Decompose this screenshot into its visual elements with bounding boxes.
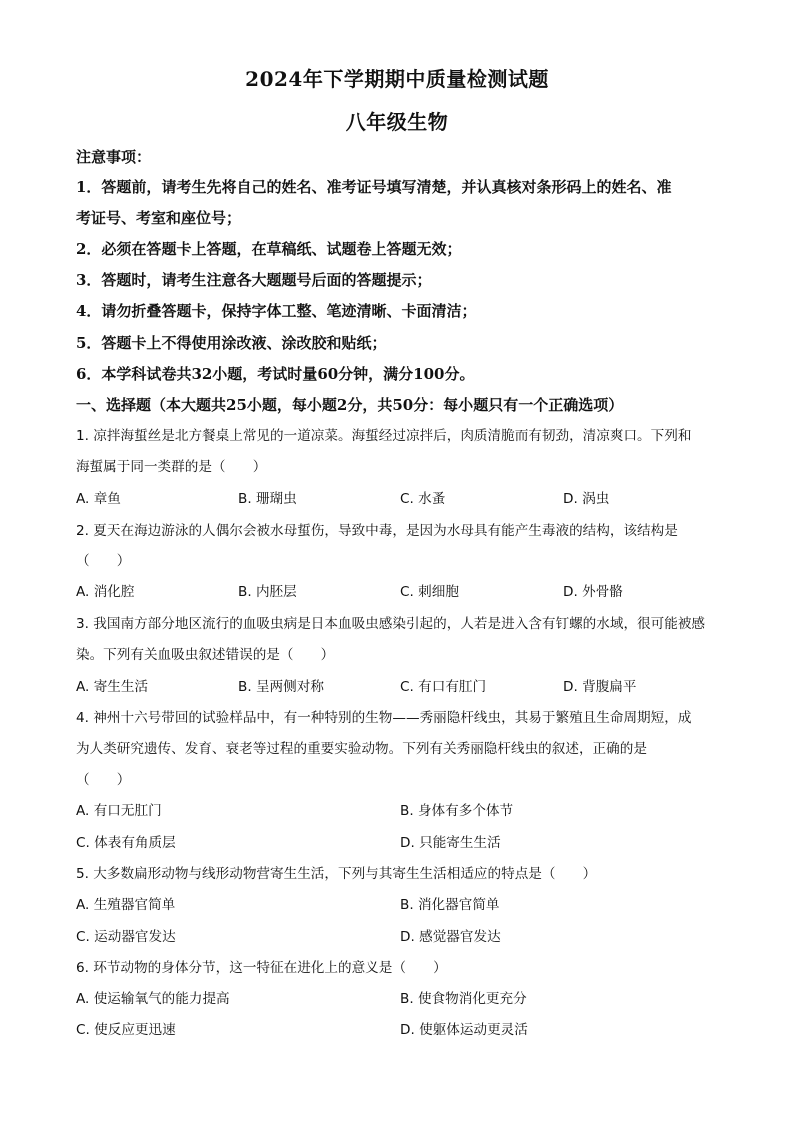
question-4-option-a: A. 有口无肛门 (76, 803, 162, 819)
question-5-stem: 5. 大多数扁形动物与线形动物营寄生生活，下列与其寄生生活相适应的特点是（ ） (76, 866, 597, 882)
question-6-option-b: B. 使食物消化更充分 (400, 991, 527, 1007)
question-1-option-d: D. 涡虫 (563, 491, 610, 507)
question-1-option-b: B. 珊瑚虫 (238, 491, 297, 507)
question-6-stem: 6. 环节动物的身体分节，这一特征在进化上的意义是（ ） (76, 960, 447, 976)
question-6-option-c: C. 使反应更迅速 (76, 1022, 176, 1038)
question-2-stem-continued: （ ） (76, 553, 131, 569)
question-2-option-a: A. 消化腔 (76, 584, 135, 600)
notice-item-4: 4．请勿折叠答题卡，保持字体工整、笔迹清晰、卡面清洁； (76, 302, 477, 320)
question-4-stem: 4. 神州十六号带回的试验样品中，有一种特别的生物——秀丽隐杆线虫，其易于繁殖且生命周期短，成 (76, 710, 692, 726)
question-3-option-a: A. 寄生生活 (76, 679, 149, 695)
exam-title: 2024年下学期期中质量检测试题 (245, 67, 549, 91)
question-5-option-d: D. 感觉器官发达 (400, 929, 501, 945)
question-3-option-d: D. 背腹扁平 (563, 679, 637, 695)
question-4-option-c: C. 体表有角质层 (76, 835, 176, 851)
question-3-stem: 3. 我国南方部分地区流行的血吸虫病是日本血吸虫感染引起的，人若是进入含有钉螺的水域，很可能被感 (76, 616, 706, 632)
exam-subtitle: 八年级生物 (345, 110, 449, 134)
question-1-option-c: C. 水蚤 (400, 491, 446, 507)
notice-item-3: 3．答题时，请考生注意各大题题号后面的答题提示； (76, 271, 432, 289)
question-2-option-c: C. 刺细胞 (400, 584, 459, 600)
question-5-option-a: A. 生殖器官简单 (76, 897, 176, 913)
notice-heading: 注意事项： (76, 148, 152, 166)
question-2-stem: 2. 夏天在海边游泳的人偶尔会被水母蜇伤，导致中毒，是因为水母具有能产生毒液的结构，该结构是 (76, 523, 678, 539)
question-2-option-d: D. 外骨骼 (563, 584, 623, 600)
notice-item-1: 1．答题前，请考生先将自己的姓名、准考证号填写清楚，并认真核对条形码上的姓名、准 (76, 178, 672, 196)
question-5-option-b: B. 消化器官简单 (400, 897, 500, 913)
question-4-option-b: B. 身体有多个体节 (400, 803, 514, 819)
notice-item-2: 2．必须在答题卡上答题，在草稿纸、试题卷上答题无效； (76, 240, 462, 258)
question-4-option-d: D. 只能寄生生活 (400, 835, 501, 851)
question-1-stem-continued: 海蜇属于同一类群的是（ ） (76, 459, 267, 475)
notice-item-1-continued: 考证号、考室和座位号； (76, 209, 242, 227)
question-3-option-c: C. 有口有肛门 (400, 679, 487, 695)
notice-item-6: 6．本学科试卷共32小题，考试时量60分钟，满分100分。 (76, 365, 475, 383)
question-6-option-d: D. 使躯体运动更灵活 (400, 1022, 528, 1038)
question-5-option-c: C. 运动器官发达 (76, 929, 176, 945)
question-3-option-b: B. 呈两侧对称 (238, 679, 324, 695)
question-6-option-a: A. 使运输氧气的能力提高 (76, 991, 230, 1007)
question-4-stem-continued-2: （ ） (76, 772, 131, 788)
question-1-option-a: A. 章鱼 (76, 491, 121, 507)
notice-item-5: 5．答题卡上不得使用涂改液、涂改胶和贴纸； (76, 334, 387, 352)
question-4-stem-continued: 为人类研究遗传、发育、衰老等过程的重要实验动物。下列有关秀丽隐杆线虫的叙述，正确的是 (76, 741, 647, 757)
question-3-stem-continued: 染。下列有关血吸虫叙述错误的是（ ） (76, 647, 335, 663)
question-1-stem: 1. 凉拌海蜇丝是北方餐桌上常见的一道凉菜。海蜇经过凉拌后，肉质清脆而有韧劲，清凉爽口。下列和 (76, 428, 692, 444)
question-2-option-b: B. 内胚层 (238, 584, 297, 600)
section-heading-multiple-choice: 一、选择题（本大题共25小题，每小题2分，共50分：每小题只有一个正确选项） (76, 396, 624, 414)
